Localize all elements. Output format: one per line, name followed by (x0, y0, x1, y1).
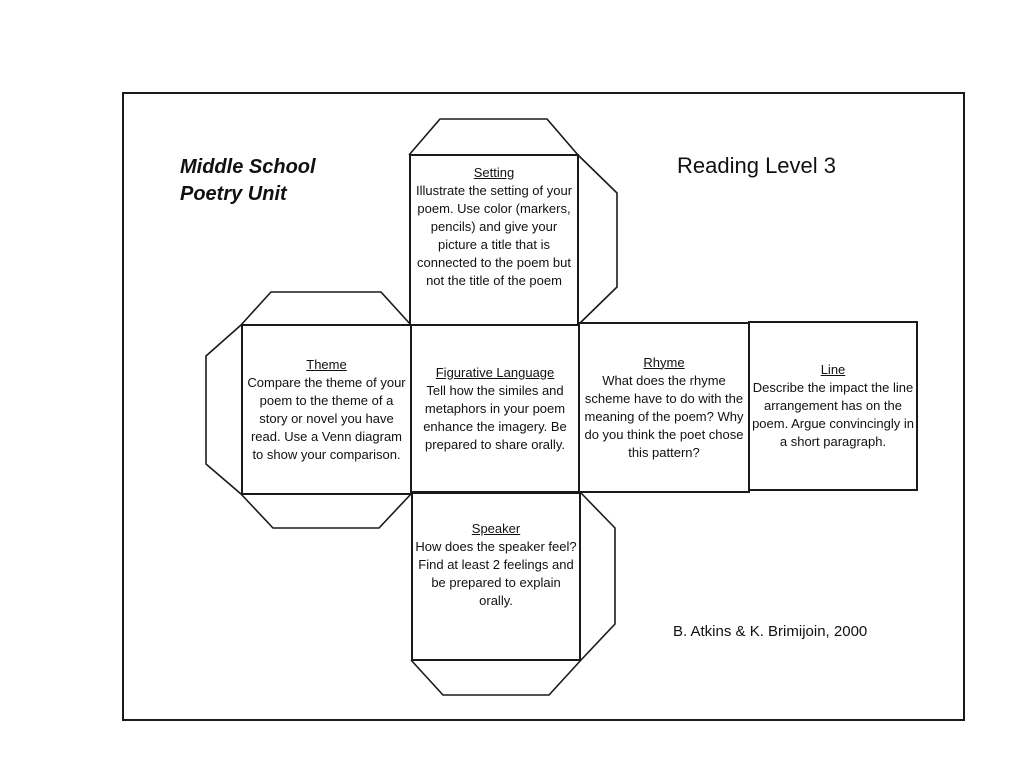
author-credit: B. Atkins & K. Brimijoin, 2000 (673, 623, 868, 640)
face-heading: Speaker (471, 521, 521, 536)
face-heading: Rhyme (643, 354, 685, 370)
face-text: What does the rhyme scheme have to do with the meaning of the poem? Why do you think the poet chose this pattern? (584, 372, 744, 460)
cube-face-rhyme (578, 322, 750, 493)
face-heading: Setting (473, 165, 515, 180)
cube-face-setting (409, 154, 579, 326)
reading-level-label: Reading Level 3 (677, 153, 837, 178)
speaker-right-flap (581, 493, 615, 660)
title-line-1: Middle School (180, 156, 316, 178)
face-text: Describe the impact the line arrangement has on the poem. Argue convincingly in a short paragraph. (752, 380, 914, 449)
theme-left-flap (206, 325, 241, 494)
cube-face-speaker (411, 492, 581, 661)
face-heading: Figurative Language (435, 364, 555, 380)
speaker-bottom-flap (411, 660, 581, 695)
theme-bottom-flap (241, 494, 411, 528)
cube-face-theme (241, 324, 412, 495)
theme-top-flap (241, 292, 411, 325)
face-text: Tell how the similes and metaphors in your poem enhance the imagery. Be prepared to share orally. (423, 382, 567, 452)
title-line-2: Poetry Unit (180, 183, 287, 205)
cube-face-line (748, 321, 918, 491)
document-title (180, 154, 316, 208)
face-heading: Line (820, 362, 846, 377)
setting-top-flap (409, 119, 578, 155)
setting-right-flap (578, 155, 617, 325)
face-text: Compare the theme of your poem to the theme of a story or novel you have read. Use a Venn diagram to show your comparison. (247, 374, 406, 462)
face-text: How does the speaker feel? Find at least 2 feelings and be prepared to explain orally. (415, 539, 577, 608)
face-text: Illustrate the setting of your poem. Use color (markers, pencils) and give your picture a title that is connected to the poem but not the title of the poem (415, 183, 573, 288)
cube-face-figurative-language (410, 324, 580, 493)
face-heading: Theme (306, 356, 347, 372)
